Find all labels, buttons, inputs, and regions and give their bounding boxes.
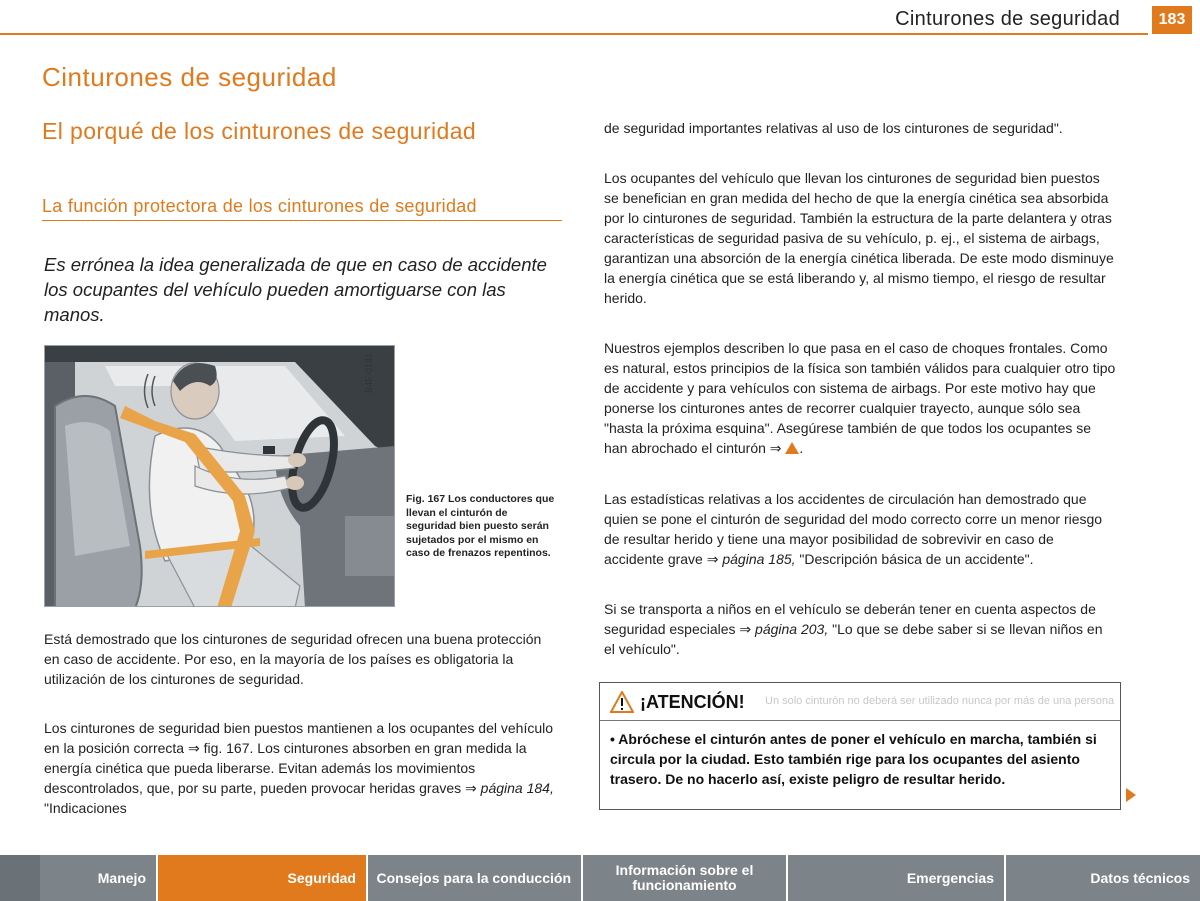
- continue-arrow-icon: [1126, 788, 1136, 802]
- warning-icon[interactable]: [785, 442, 799, 454]
- warning-header: [600, 683, 1120, 721]
- lead-text: Es errónea la idea generalizada de que en caso de accidente los ocupantes del vehículo pueden amortiguarse con las manos.: [44, 254, 547, 325]
- right-paragraph-0: de seguridad importantes relativas al uso de los cinturones de seguridad".: [604, 120, 1063, 136]
- page-reference-184[interactable]: página 184,: [480, 780, 554, 796]
- right-paragraph-2: Nuestros ejemplos describen lo que pasa en el caso de choques frontales. Como es natural, estos principios de la física son también válidos para cualquier otro tipo de accidente y para vehículos con sistema de airbags. Por este motivo hay que ponerse los cinturones antes de recorrer cualquier trayecto, aunque sólo sea "hasta la próxima esquina". Asegúrese también de que todos los ocupantes se han abrochado el cinturón ⇒ .: [604, 340, 1116, 456]
- left-paragraph-2-tail: "Indicaciones: [44, 800, 127, 816]
- right-paragraph-3-text: Las estadísticas relativas a los accidentes de circulación han demostrado que quien se pone el cinturón de seguridad del modo correcto corre un menor riesgo de resultar herido y tiene una mayor posibilidad de sobrevivir en caso de accidente grave ⇒: [604, 491, 1103, 567]
- chapter-title: Cinturones de seguridad: [42, 62, 337, 92]
- left-paragraph-2-text: Los cinturones de seguridad bien puestos mantienen a los ocupantes del vehículo en la posición correcta ⇒ fig. 167. Los cinturones absorben en gran medida la energía cinética que pueda liberarse. Evitan además los movimientos descontrolados, que, por su parte, pueden provocar heridas graves ⇒: [44, 720, 554, 796]
- page-reference-203[interactable]: página 203,: [755, 621, 829, 637]
- warning-bullet: •: [610, 731, 615, 747]
- warning-text: [610, 729, 1115, 789]
- left-paragraph-2: [44, 718, 556, 818]
- page-reference-185[interactable]: página 185,: [722, 551, 796, 567]
- page-header: [0, 0, 1200, 36]
- warning-triangle-icon: [610, 691, 634, 713]
- driver-illustration: [45, 346, 395, 607]
- footer-nav: [0, 855, 1200, 901]
- right-paragraph-4-tail: "Lo que se debe saber si se llevan niños en el vehículo".: [604, 621, 1103, 657]
- tab-emergencias[interactable]: Emergencias: [788, 855, 1006, 901]
- right-paragraph-2-text: Nuestros ejemplos describen lo que pasa en el caso de choques frontales. Como es natural, estos principios de la física son también válidos para cualquier otro tipo de accidente y para vehículos con sistema de airbags. Por este motivo hay que ponerse los cinturones antes de recorrer cualquier trayecto, aunque sólo sea "hasta la próxima esquina". Asegúrese también de que todos los ocupantes se han abrochado el cinturón ⇒: [604, 340, 1116, 456]
- tab-manejo[interactable]: Manejo: [0, 855, 158, 901]
- bleed-through-text: Un solo cinturón no deberá ser utilizado nunca por más de una persona: [765, 695, 1115, 707]
- page-number: 183: [1152, 6, 1192, 34]
- subsection-title: La función protectora de los cinturones de seguridad: [42, 195, 562, 221]
- warning-text-body: Abróchese el cinturón antes de poner el vehículo en marcha, también si circula por la ciudad. Esto también rige para los ocupantes del asiento trasero. De no hacerlo así, existe peligro de resultar herido.: [610, 731, 1097, 787]
- warning-box: [599, 682, 1121, 810]
- section-title: El porqué de los cinturones de seguridad: [42, 118, 477, 144]
- left-paragraph-1: Está demostrado que los cinturones de seguridad ofrecen una buena protección en caso de accidente. Por eso, en la mayoría de los países es obligatoria la utilización de los cinturones de seguridad.: [44, 631, 542, 687]
- right-paragraph-3: [604, 489, 1116, 569]
- figure-code: [364, 350, 387, 400]
- figure-code-text: B4E-0181: [364, 352, 375, 394]
- running-title: Cinturones de seguridad: [895, 8, 1120, 30]
- right-paragraph-3-tail: "Descripción básica de un accidente".: [795, 551, 1034, 567]
- header-rule: [0, 33, 1148, 35]
- right-paragraph-4-text: Si se transporta a niños en el vehículo se deberán tener en cuenta aspectos de seguridad especiales ⇒: [604, 601, 1096, 637]
- figure-caption: Fig. 167 Los conductores que llevan el cinturón de seguridad bien puesto serán sujetados por el mismo en caso de frenazos repentinos.: [406, 493, 555, 559]
- right-paragraph-4: [604, 599, 1116, 659]
- tab-consejos[interactable]: Consejos para la conducción: [368, 855, 583, 901]
- warning-title: ¡ATENCIÓN!: [640, 692, 745, 712]
- tab-seguridad[interactable]: Seguridad: [158, 855, 368, 901]
- right-paragraph-1: Los ocupantes del vehículo que llevan los cinturones de seguridad bien puestos se benefician en gran medida del hecho de que la energía cinética sea absorbida por lo cinturones de seguridad. También la estructura de la parte delantera y otras características de seguridad pasiva de su vehículo, p. ej., el sistema de airbags, garantizan una absorción de la energía cinética liberada. De este modo disminuye la energía cinética que se está liberando y, al mismo tiempo, el riesgo de resultar herido.: [604, 170, 1114, 306]
- figure-driver-seatbelt: [44, 345, 395, 607]
- tab-informacion[interactable]: Información sobre el funcionamiento: [583, 855, 788, 901]
- tab-datos-tecnicos[interactable]: Datos técnicos: [1090, 869, 1190, 886]
